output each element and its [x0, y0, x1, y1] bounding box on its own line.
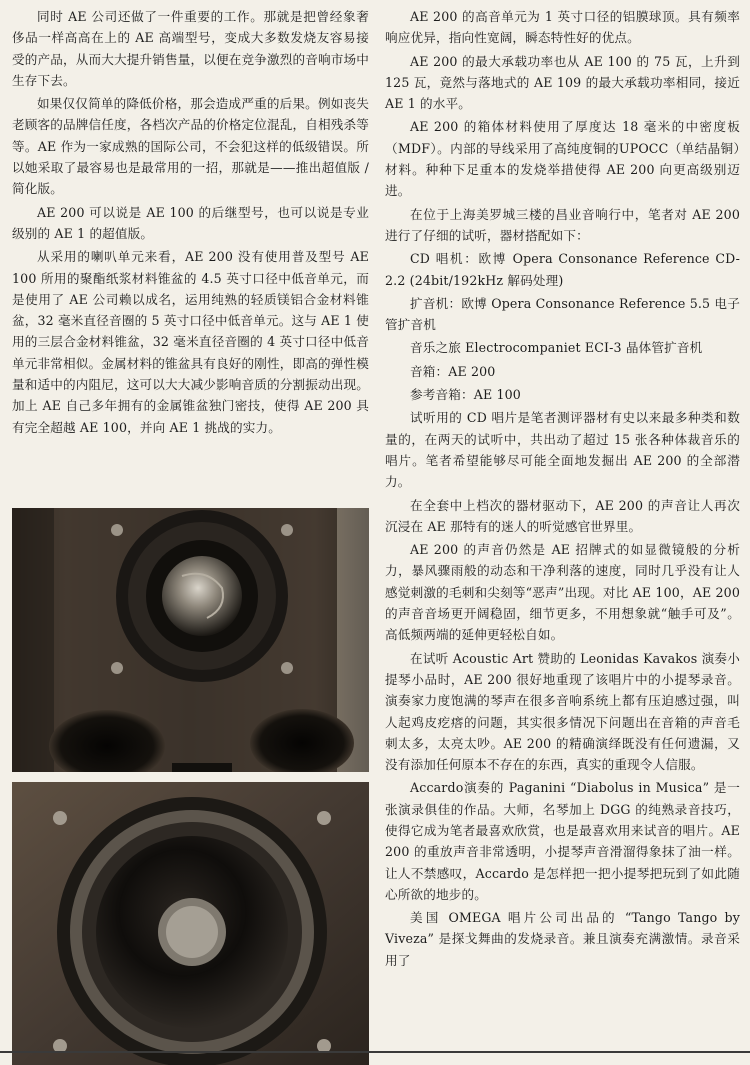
equipment-cd-player: CD 唱机：欧博 Opera Consonance Reference CD-2.2 (24bit/192kHz 解码处理) — [385, 251, 740, 288]
right-column — [385, 6, 740, 973]
left-paragraph-1: 同时 AE 公司还做了一件重要的工作。那就是把曾经象奢侈品一样高高在上的 AE 高端型号，变成大多数发烧友容易接受的产品，从而大大提升销售量，以便在竞争激烈的音响市场中生存下去。 — [12, 9, 369, 88]
right-paragraph-12: AE 200 的声音仍然是 AE 招牌式的如显微镜般的分析力，暴风骤雨般的动态和干净利落的速度，同时几乎没有让人感觉刺激的毛刺和尖刻等“恶声”出现。对比 AE 100，AE 200的声音音场更开阔稳固，细节更多，不用想象就“触手可及”。高低频两端的延伸更轻松自如。 — [385, 542, 740, 643]
left-paragraph-3: AE 200 可以说是 AE 100 的后继型号，也可以说是专业级别的 AE 1 的超值版。 — [12, 204, 369, 241]
equipment-speaker: 音箱：AE 200 — [410, 363, 496, 379]
right-paragraph-2: AE 200 的最大承载功率也从 AE 100 的 75 瓦，上升到 125 瓦，竟然与落地式的 AE 109 的最大承载功率相同，接近 AE 1 的水平。 — [385, 53, 740, 112]
right-paragraph-1: AE 200 的高音单元为 1 英寸口径的铝膜球顶。具有频率响应优异，指向性宽阔，瞬态特性好的优点。 — [385, 9, 740, 46]
right-paragraph-13: 在试听 Acoustic Art 赞助的 Leonidas Kavakos 演奏小提琴小品时，AE 200 很好地重现了该唱片中的小提琴录音。演奏家力度饱满的琴声在很多音响系统上都有压迫感过强，叫人起鸡皮疙瘩的问题，其实很多情况下问题出在音箱的声音毛刺太多，太亮太吵。AE 200 的精确演绎既没有任何遗漏，又没有添加任何原本不存在的东西，真实的重现令人信服。 — [385, 650, 740, 773]
right-paragraph-11: 在全套中上档次的器材驱动下，AE 200 的声音让人再次沉浸在 AE 那特有的迷人的听觉感官世界里。 — [385, 497, 740, 534]
speaker-tweeter-photo — [12, 508, 369, 772]
equipment-reference-speaker: 参考音箱：AE 100 — [410, 387, 521, 403]
right-paragraph-15: 美国 OMEGA 唱片公司出品的 “Tango Tango by Viveza” 是探戈舞曲的发烧录音。兼且演奏充满激情。录音采用了 — [385, 910, 740, 968]
right-paragraph-4: 在位于上海美罗城三楼的昌业音响行中，笔者对 AE 200 进行了仔细的试听，器材搭配如下： — [385, 206, 740, 243]
equipment-transistor-amplifier: 音乐之旅 Electrocompaniet ECI-3 晶体管扩音机 — [410, 340, 703, 356]
right-paragraph-3: AE 200 的箱体材料使用了厚度达 18 毫米的中密度板（MDF）。内部的导线采用了高纯度铜的UPOCC（单结晶铜）材料。种种下足重本的发烧举措使得 AE 200 向更高级别迈进。 — [385, 119, 740, 199]
left-paragraph-2: 如果仅仅简单的降低价格，那会造成严重的后果。例如丧失老顾客的品牌信任度，各档次产品的价格定位混乱，自相残杀等等。AE 作为一家成熟的国际公司，不会犯这样的低级错误。所以她采取了最容易也是最常用的一招，那就是——推出超值版 / 简化版。 — [12, 96, 369, 197]
right-paragraph-14: Accardo演奏的 Paganini “Diabolus in Musica” 是一张演录俱佳的作品。大师，名琴加上 DGG 的纯熟录音技巧，使得它成为笔者最喜欢欣赏，也是最喜欢用来试音的唱片。AE 200 的重放声音非常透明，小提琴声音滑溜得象抹了油一样。让人不禁感叹，Accardo 是怎样把一把小提琴把玩到了如此随心所欲的地步的。 — [385, 780, 740, 902]
woofer-illustration — [12, 782, 369, 1065]
speaker-woofer-photo — [12, 782, 369, 1065]
left-paragraph-4: 从采用的喇叭单元来看，AE 200 没有使用普及型号 AE 100 所用的聚酯纸浆材料锥盆的 4.5 英寸口径中低音单元，而是使用了 AE 公司赖以成名，运用纯熟的轻质镁铝合金材料锥盆，32 毫米直径音圈的 5 英寸口径中低音单元。这与 AE 1 使用的三层合金材料锥盆，32 毫米直径音圈的 4 英寸口径中低音单元非常相似。金属材料的锥盆具有良好的刚性，即高的弹性模量和适中的内阻尼，这可以大大减少影响音质的分割振动出现。加上 AE 自己多年拥有的金属锥盆独门密技，使得 AE 200 具有完全超越 AE 100，并向 AE 1 挑战的实力。 — [12, 249, 369, 435]
equipment-amplifier: 扩音机：欧博 Opera Consonance Reference 5.5 电子管扩音机 — [385, 295, 740, 333]
right-paragraph-10: 试听用的 CD 唱片是笔者测评器材有史以来最多种类和数量的，在两天的试听中，共出动了超过 15 张各种体裁音乐的唱片。笔者希望能够尽可能全面地发掘出 AE 200 的全部潜力。 — [385, 410, 740, 490]
left-column — [12, 6, 369, 440]
bottom-rule — [0, 1051, 750, 1053]
tweeter-illustration — [12, 508, 369, 772]
